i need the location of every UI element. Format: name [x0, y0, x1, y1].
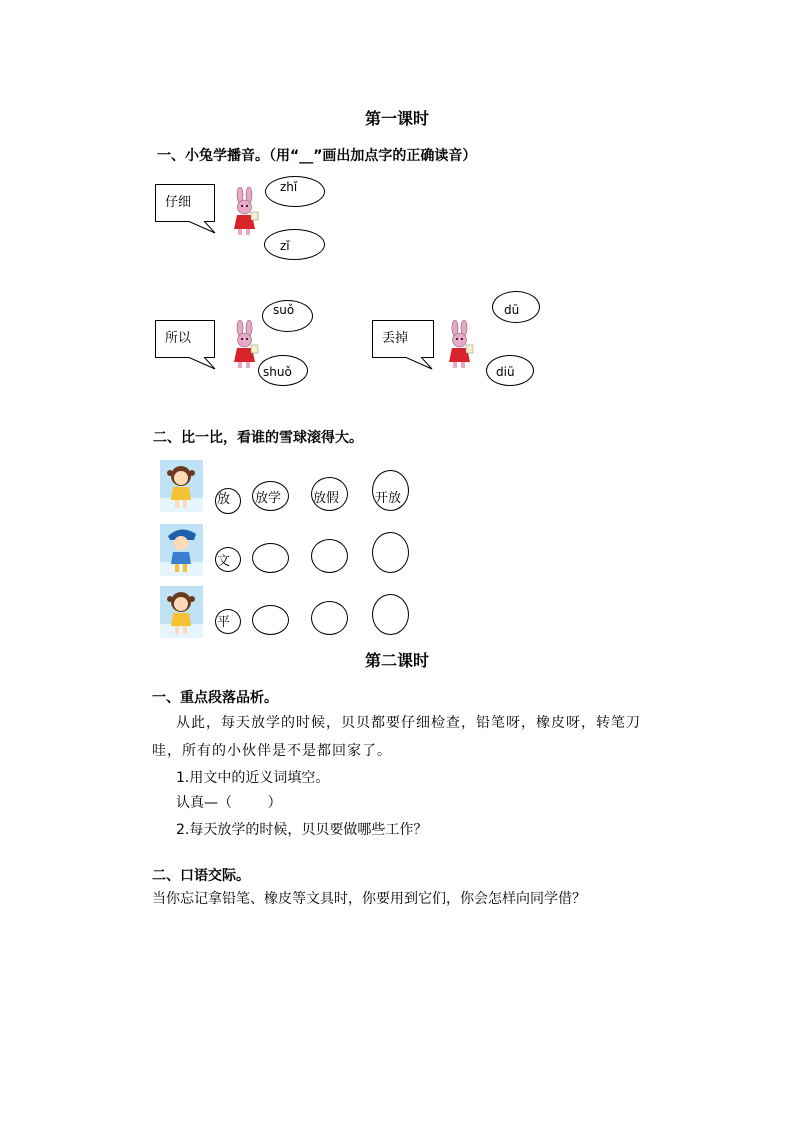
char-circle-1: 放 [215, 488, 241, 514]
pinyin-bubble-suo[interactable]: suǒ [262, 300, 313, 332]
pinyin-bubble-zi[interactable]: zǐ [264, 229, 325, 260]
snowball-1-1[interactable]: 放学 [252, 481, 289, 511]
question-2: 2.每天放学的时候，贝贝要做哪些工作？ [176, 822, 428, 838]
char-circle-3: 平 [215, 609, 241, 634]
pinyin-bubble-zhi[interactable]: zhǐ [265, 176, 325, 207]
rabbit-icon [445, 320, 475, 372]
lesson2-section1-heading: 一、重点段落品析。 [152, 690, 278, 706]
passage-line-1: 从此，每天放学的时候，贝贝都要仔细检查，铅笔呀，橡皮呀，转笔刀 [176, 715, 641, 731]
snowball-1-3[interactable]: 开放 [372, 470, 409, 511]
snowball-3-3[interactable] [372, 594, 409, 635]
word-box-1 [155, 184, 215, 222]
girl-icon [160, 586, 203, 638]
pinyin-bubble-du[interactable]: dū [492, 291, 540, 323]
char-circle-2: 文 [215, 547, 241, 572]
callout-tail [186, 357, 218, 371]
word-box-2 [155, 320, 215, 358]
lesson2-section2-heading: 二、口语交际。 [152, 868, 250, 884]
callout-tail [186, 221, 218, 235]
lesson2-title: 第二课时 [364, 651, 429, 670]
word-box-1-text: 仔细 [165, 195, 192, 210]
word-box-2-text: 所以 [165, 331, 192, 346]
section2-heading: 二、比一比，看谁的雪球滚得大。 [153, 430, 363, 446]
word-box-3-text: 丢掉 [382, 331, 409, 346]
snowball-3-2[interactable] [311, 601, 348, 635]
speaking-question: 当你忘记拿铅笔、橡皮等文具时，你要用到它们，你会怎样向同学借？ [152, 891, 586, 907]
snowball-2-2[interactable] [311, 539, 348, 573]
snowball-1-2[interactable]: 放假 [311, 477, 348, 511]
pinyin-bubble-diu[interactable]: diū [486, 355, 534, 386]
snowball-2-3[interactable] [372, 532, 409, 573]
rabbit-icon [230, 187, 260, 239]
section1-heading: 一、小兔学播音。（用“__”画出加点字的正确读音） [157, 148, 477, 164]
snowball-3-1[interactable] [252, 605, 289, 635]
rabbit-icon [230, 320, 260, 372]
girl-icon [160, 460, 203, 512]
question-1-fill[interactable]: 认真—（ ） [176, 795, 282, 811]
word-box-3 [372, 320, 434, 358]
lesson1-title: 第一课时 [364, 109, 429, 128]
snowball-2-1[interactable] [252, 543, 289, 573]
passage-line-2: 哇，所有的小伙伴是不是都回家了。 [152, 743, 392, 759]
question-1: 1.用文中的近义词填空。 [176, 770, 330, 786]
girl-icon [160, 524, 203, 576]
callout-tail [403, 357, 435, 371]
pinyin-bubble-shuo[interactable]: shuǒ [258, 355, 308, 386]
